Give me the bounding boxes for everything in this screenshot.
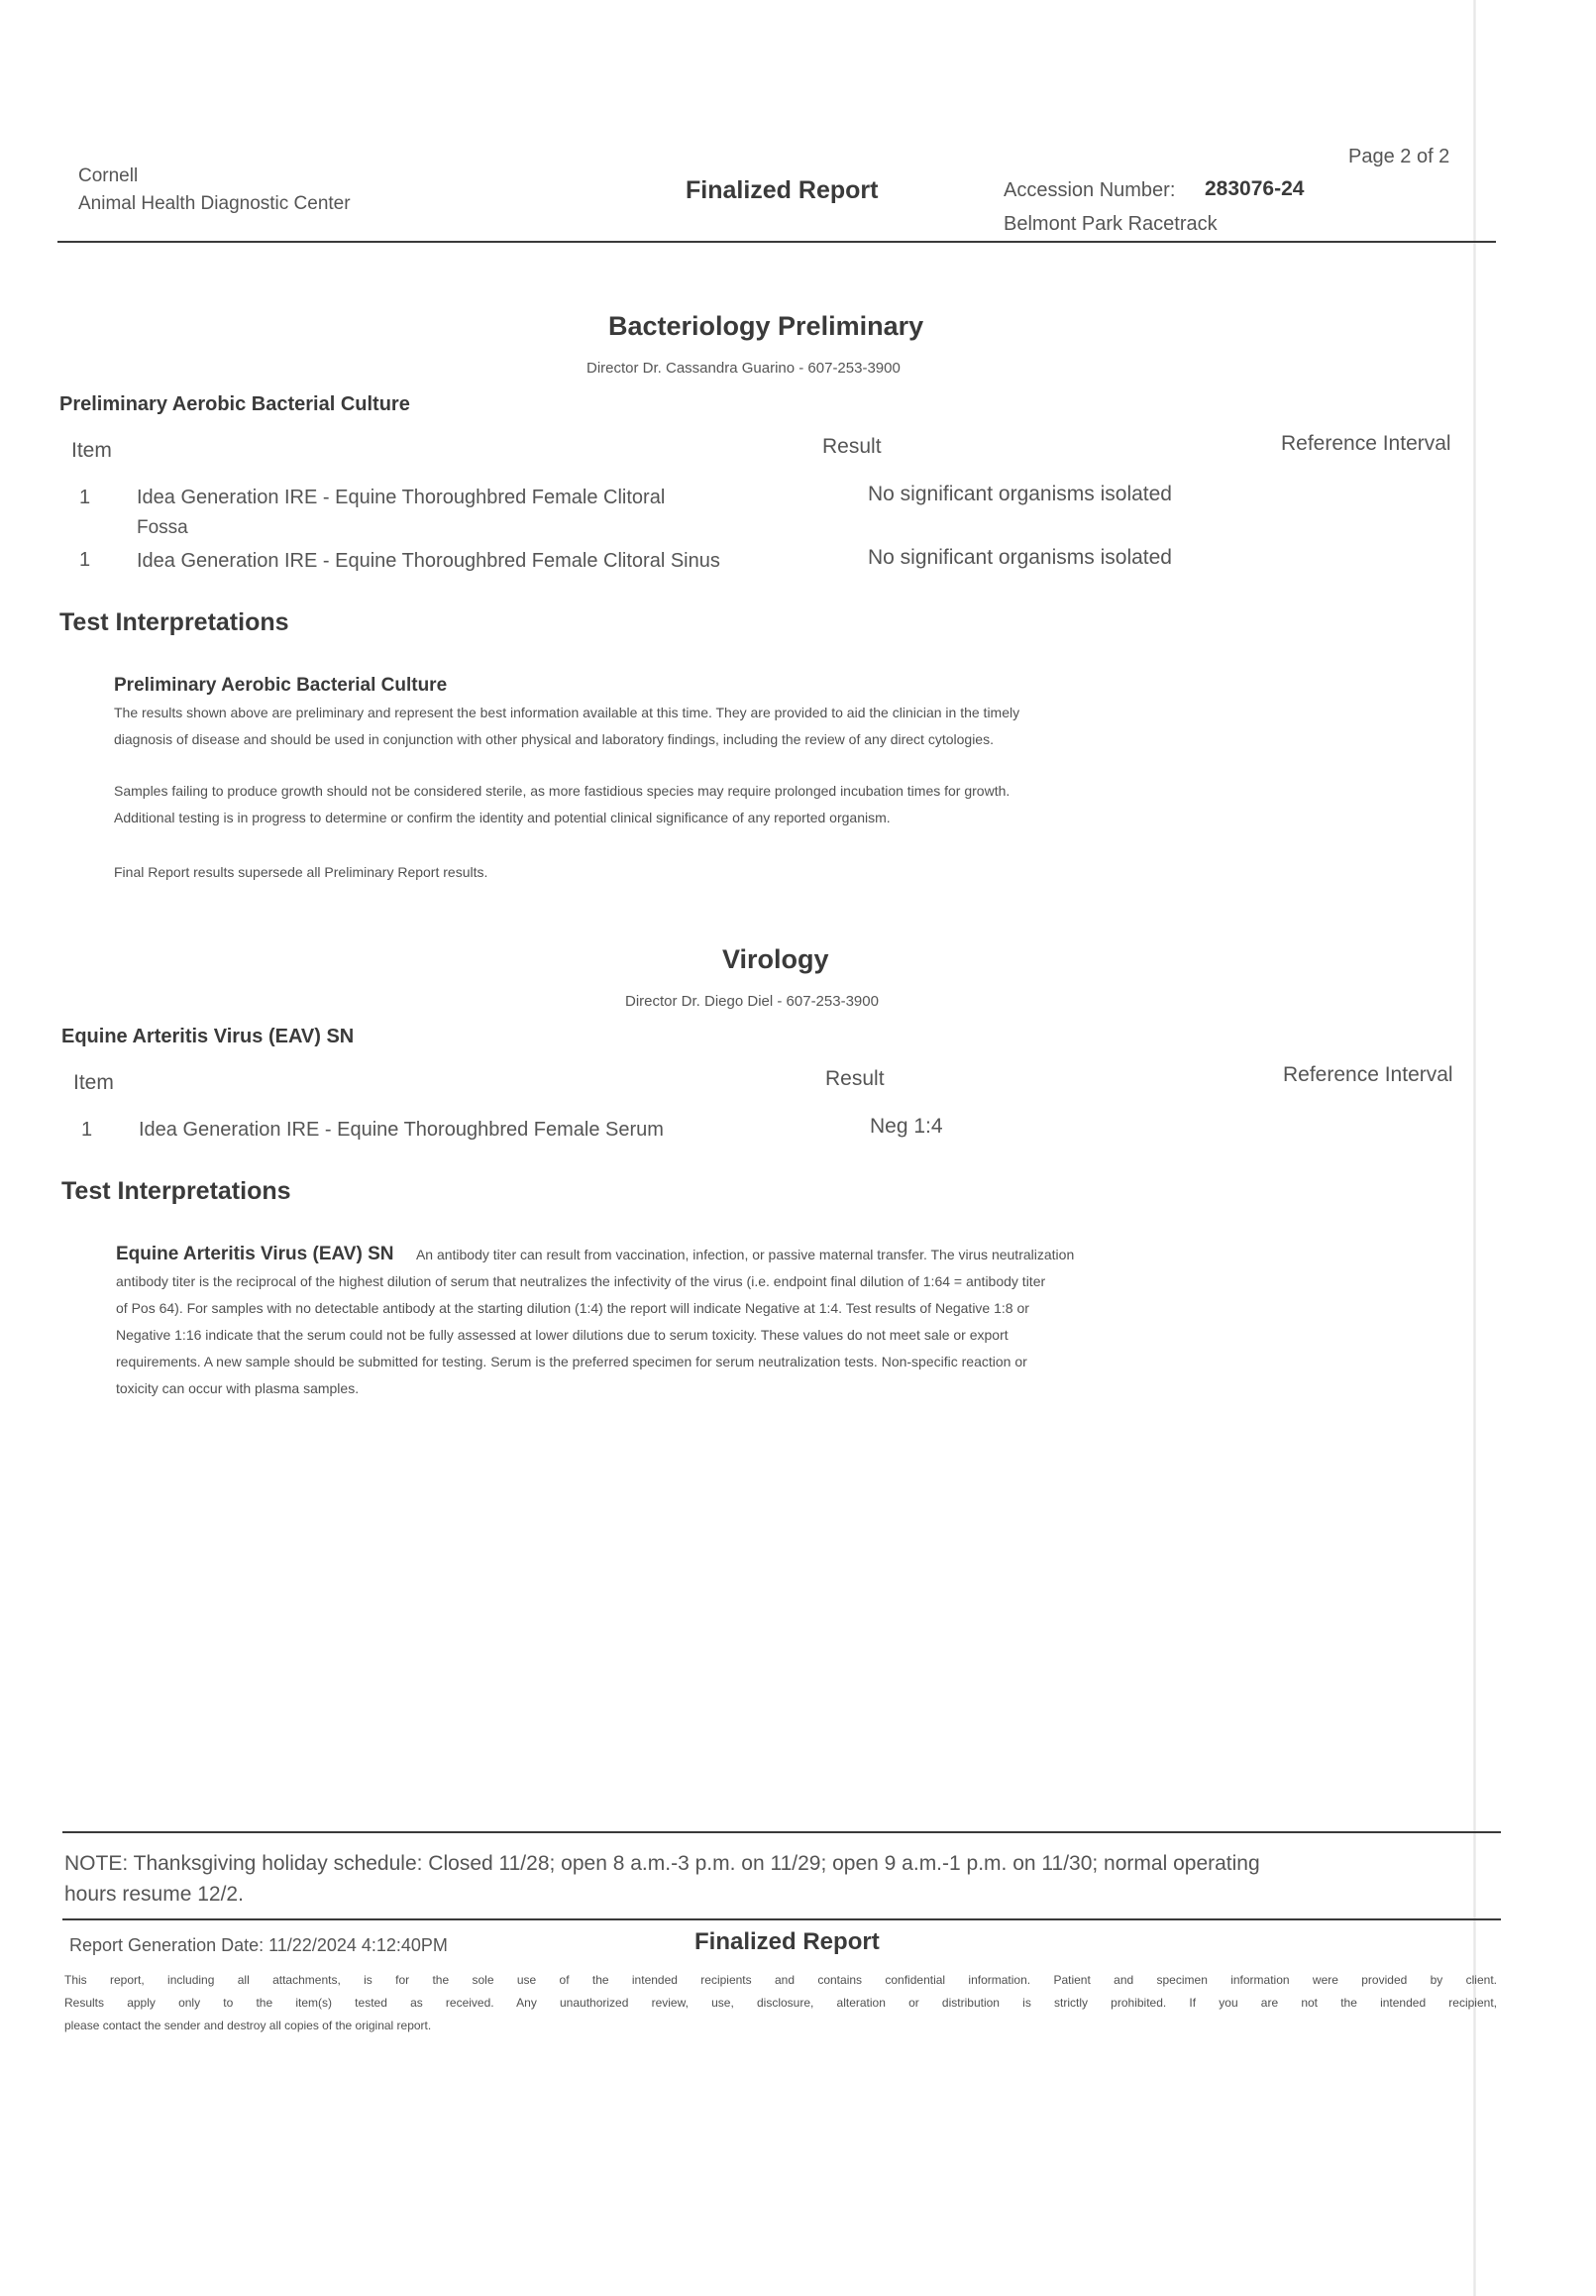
row-number: 1 [79, 487, 91, 508]
client-name: Belmont Park Racetrack [1004, 213, 1218, 235]
header-divider [57, 241, 1496, 243]
col-reference: Reference Interval [1281, 432, 1451, 455]
row-result: No significant organisms isolated [868, 483, 1172, 505]
interp-text: antibody titer is the reciprocal of the highest dilution of serum that neutralizes the infectivity of the virus (i.e. endpoint final dilution of 1:64 = antibody titer [116, 1273, 1046, 1289]
bacteriology-title: Bacteriology Preliminary [608, 311, 924, 341]
interp-title: Preliminary Aerobic Bacterial Culture [114, 675, 448, 696]
virology-test-name: Equine Arteritis Virus (EAV) SN [61, 1026, 355, 1047]
footer-divider-bottom [62, 1918, 1501, 1920]
row-result: Neg 1:4 [870, 1115, 943, 1138]
interp-text: Final Report results supersede all Preliminary Report results. [114, 864, 488, 880]
interp-text: An antibody titer can result from vaccination, infection, or passive maternal transfer. The virus neutralization [415, 1247, 1075, 1262]
col-item: Item [73, 1071, 114, 1094]
interpretations-heading: Test Interpretations [61, 1177, 291, 1205]
disclaimer-text: This report, including all attachments, is for the sole use of the intended recipients and contains confidential information. Patient and specimen information were provided by client. [64, 1973, 1497, 1987]
virology-title: Virology [722, 944, 829, 974]
bacteriology-test-name: Preliminary Aerobic Bacterial Culture [59, 393, 410, 415]
col-item: Item [71, 439, 112, 462]
col-result: Result [822, 435, 882, 458]
virology-director: Director Dr. Diego Diel - 607-253-3900 [625, 993, 879, 1010]
col-reference: Reference Interval [1283, 1063, 1453, 1086]
interp-text: Samples failing to produce growth should not be considered sterile, as more fastidious species may require prolonged incubation times for growth. [114, 783, 1011, 799]
accession-label: Accession Number: [1004, 179, 1176, 201]
footer-report-status: Finalized Report [694, 1928, 880, 1955]
interp-text: The results shown above are preliminary and represent the best information available at this time. They are provided to aid the clinician in the timely [114, 705, 1020, 720]
interp-text: Additional testing is in progress to determine or confirm the identity and potential clinical significance of any reported organism. [114, 810, 891, 825]
org-subtitle: Animal Health Diagnostic Center [78, 193, 351, 214]
report-status: Finalized Report [686, 176, 879, 204]
interp-text: diagnosis of disease and should be used in conjunction with other physical and laboratory findings, including the review of any direct cytologies. [114, 731, 994, 747]
row-item-cont: Fossa [137, 517, 188, 538]
holiday-note: NOTE: Thanksgiving holiday schedule: Closed 11/28; open 8 a.m.-3 p.m. on 11/29; open 9 a.m.-1 p.m. on 11/30; normal operating [64, 1852, 1260, 1875]
row-number: 1 [81, 1119, 93, 1141]
row-item: Idea Generation IRE - Equine Thoroughbred Female Clitoral [137, 487, 666, 508]
interp-text: toxicity can occur with plasma samples. [116, 1380, 360, 1396]
org-name: Cornell [78, 165, 139, 186]
interpretations-heading: Test Interpretations [59, 608, 289, 636]
bacteriology-director: Director Dr. Cassandra Guarino - 607-253-3900 [586, 360, 901, 377]
accession-number: 283076-24 [1205, 177, 1305, 200]
scan-edge [1473, 0, 1476, 2296]
disclaimer-text: Results apply only to the item(s) tested as received. Any unauthorized review, use, disclosure, alteration or distribution is strictly prohibited. If you are not the intended recipient, [64, 1996, 1497, 2010]
col-result: Result [825, 1067, 885, 1090]
row-number: 1 [79, 549, 91, 571]
row-result: No significant organisms isolated [868, 546, 1172, 569]
footer-divider-top [62, 1831, 1501, 1833]
interp-title: Equine Arteritis Virus (EAV) SN [116, 1244, 394, 1264]
generation-date: Report Generation Date: 11/22/2024 4:12:40PM [69, 1935, 448, 1955]
page-number: Page 2 of 2 [1348, 146, 1450, 167]
interp-text: requirements. A new sample should be submitted for testing. Serum is the preferred specimen for serum neutralization tests. Non-specific reaction or [116, 1354, 1027, 1369]
interp-paragraph [116, 1242, 1074, 1268]
row-item: Idea Generation IRE - Equine Thoroughbred Female Serum [139, 1119, 664, 1141]
holiday-note-cont: hours resume 12/2. [64, 1883, 244, 1906]
row-item: Idea Generation IRE - Equine Thoroughbred Female Clitoral Sinus [137, 550, 720, 572]
interp-text: Negative 1:16 indicate that the serum could not be fully assessed at lower dilutions due to serum toxicity. These values do not meet sale or export [116, 1327, 1009, 1343]
interp-text: of Pos 64). For samples with no detectable antibody at the starting dilution (1:4) the report will indicate Negative at 1:4. Test results of Negative 1:8 or [116, 1300, 1029, 1316]
disclaimer-text: please contact the sender and destroy all copies of the original report. [64, 2019, 432, 2032]
